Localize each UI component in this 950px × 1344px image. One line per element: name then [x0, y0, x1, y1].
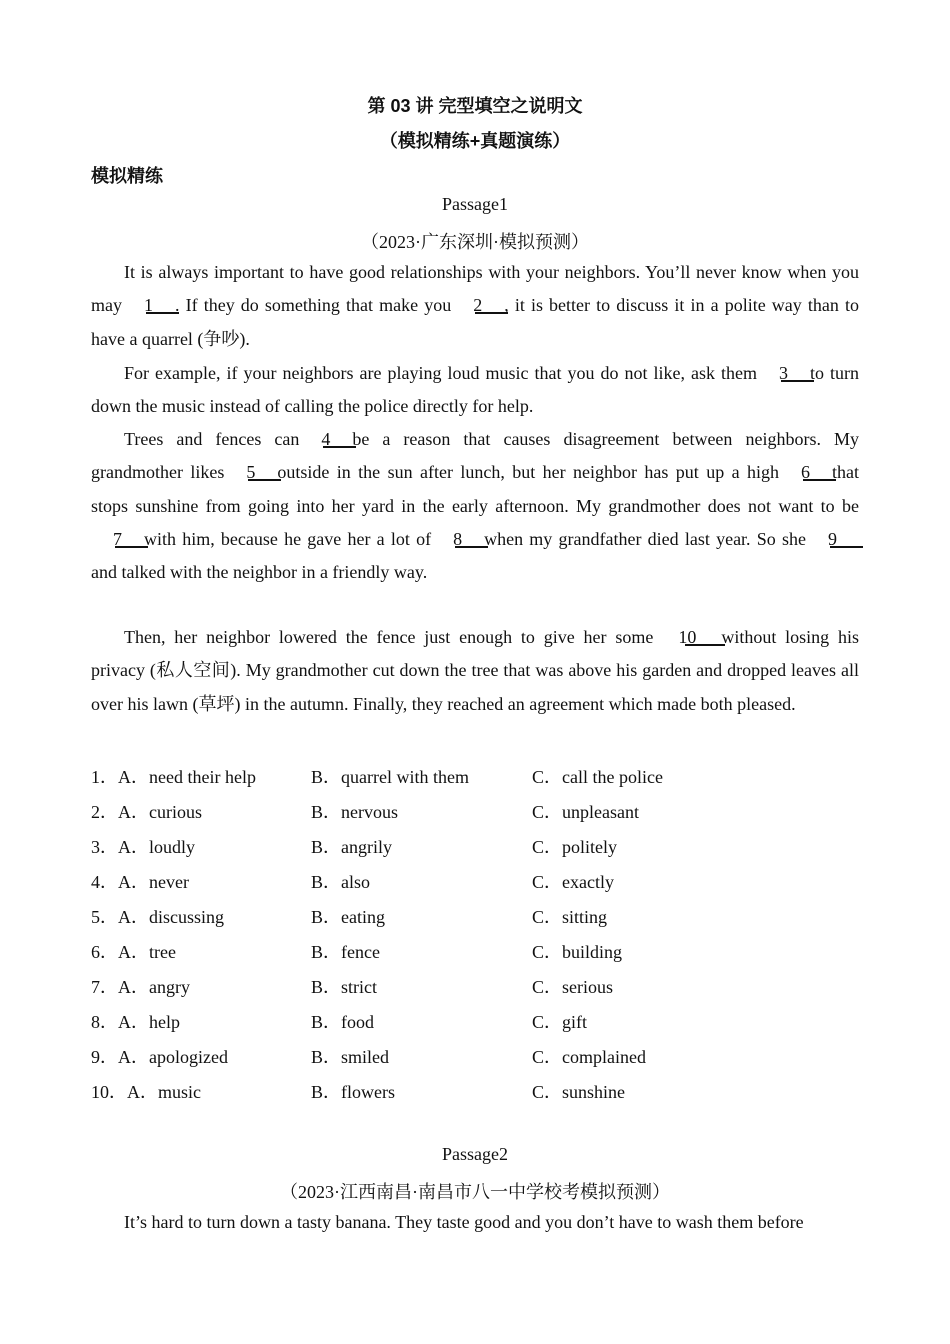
option-row-7 [91, 967, 891, 1002]
option-b: B．flowers [311, 1082, 395, 1102]
option-c: C．sunshine [532, 1082, 626, 1102]
blank-1: 1 [122, 296, 175, 314]
option-b: B．smiled [311, 1047, 390, 1067]
blank-5: 5 [224, 463, 277, 481]
option-b: B．nervous [311, 802, 398, 822]
option-b: B．food [311, 1012, 374, 1032]
paragraph-text: outside in the sun after lunch, but her neighbor has put up a high [277, 462, 780, 483]
blank-6: 6 [779, 463, 832, 481]
paragraph-text: that stops sunshine from going into her yard in the early afternoon. My grandmother does not want to be [91, 462, 860, 516]
option-row-8 [91, 1002, 891, 1037]
option-c: C．call the police [532, 767, 663, 787]
passage2-source: （2023·江西南昌·南昌市八一中学校考模拟预测） [280, 1182, 670, 1202]
option-c: C．sitting [532, 907, 608, 927]
paragraph-text: It is always important to have good relationships with your neighbors. You’ll never know when you may [91, 262, 859, 316]
option-c: C．exactly [532, 872, 614, 892]
lesson-title: 第 03 讲 完型填空之说明文 [367, 96, 583, 116]
blank-3: 3 [757, 364, 810, 382]
option-b: B．quarrel with them [311, 767, 469, 787]
option-a: 6．A．tree [91, 942, 176, 962]
option-b: B．eating [311, 907, 385, 927]
blank-8: 8 [431, 530, 484, 548]
passage2-heading: Passage2 [442, 1144, 508, 1164]
section-heading: 模拟精练 [91, 166, 163, 186]
paragraph-text: Trees and fences can [124, 429, 300, 449]
option-b: B．strict [311, 977, 377, 997]
option-c: C．serious [532, 977, 613, 997]
option-row-9 [91, 1037, 891, 1072]
option-row-3 [91, 827, 891, 862]
paragraph-text: and talked with the neighbor in a friendly way. [91, 562, 428, 583]
option-a: 10．A．music [91, 1082, 201, 1102]
option-a: 5．A．discussing [91, 907, 225, 927]
option-row-10 [91, 1072, 891, 1107]
option-row-4 [91, 862, 891, 897]
option-row-6 [91, 932, 891, 967]
option-a: 2．A．curious [91, 802, 202, 822]
paragraph-text: , it is better to discuss it in a polite way than to have a quarrel (争吵). [91, 295, 859, 349]
blank-9: 9 [806, 530, 859, 548]
option-c: C．politely [532, 837, 617, 857]
passage1-heading: Passage1 [442, 194, 508, 214]
option-a: 3．A．loudly [91, 837, 196, 857]
passage1-paragraph-1 [91, 256, 859, 356]
blank-2: 2 [451, 296, 504, 314]
blank-10: 10 [653, 628, 721, 646]
passage2-paragraph-1: It’s hard to turn down a tasty banana. They taste good and you don’t have to wash them before [124, 1212, 804, 1232]
paragraph-text: when my grandfather died last year. So she [484, 528, 806, 549]
passage1-paragraph-2 [91, 357, 859, 424]
option-row-5 [91, 897, 891, 932]
answer-options [91, 757, 891, 1107]
option-c: C．gift [532, 1012, 588, 1032]
paragraph-text: with him, because he gave her a lot of [144, 528, 432, 549]
option-b: B．fence [311, 942, 380, 962]
lesson-subtitle: （模拟精练+真题演练） [379, 131, 571, 151]
paragraph-text: Then, her neighbor lowered the fence just enough to give her some [124, 627, 654, 647]
option-a: 1．A．need their help [91, 767, 256, 787]
paragraph-text: without losing his privacy (私人空间). My grandmother cut down the tree that was above his garden and dropped leaves all over his lawn (草坪) in the autumn. Finally, they reached an agreement which made both pleased. [91, 627, 860, 714]
option-row-1 [91, 757, 891, 792]
paragraph-text: to turn down the music instead of calling the police directly for help. [91, 363, 860, 417]
passage1-paragraph-3 [91, 423, 859, 589]
blank-7: 7 [91, 530, 144, 548]
option-a: 8．A．help [91, 1012, 180, 1032]
option-b: B．angrily [311, 837, 392, 857]
option-row-2 [91, 792, 891, 827]
paragraph-text: . If they do something that make you [175, 295, 452, 316]
paragraph-text: be a reason that causes disagreement between neighbors. My grandmother likes [91, 429, 859, 483]
option-c: C．unpleasant [532, 802, 639, 822]
option-a: 4．A．never [91, 872, 189, 892]
option-a: 9．A．apologized [91, 1047, 228, 1067]
option-c: C．building [532, 942, 623, 962]
passage1-source: （2023·广东深圳·模拟预测） [361, 232, 589, 252]
option-a: 7．A．angry [91, 977, 190, 997]
blank-4: 4 [299, 430, 352, 448]
paragraph-text: For example, if your neighbors are playing loud music that you do not like, ask them [124, 363, 757, 383]
option-c: C．complained [532, 1047, 646, 1067]
option-b: B．also [311, 872, 371, 892]
passage1-paragraph-4 [91, 621, 859, 721]
